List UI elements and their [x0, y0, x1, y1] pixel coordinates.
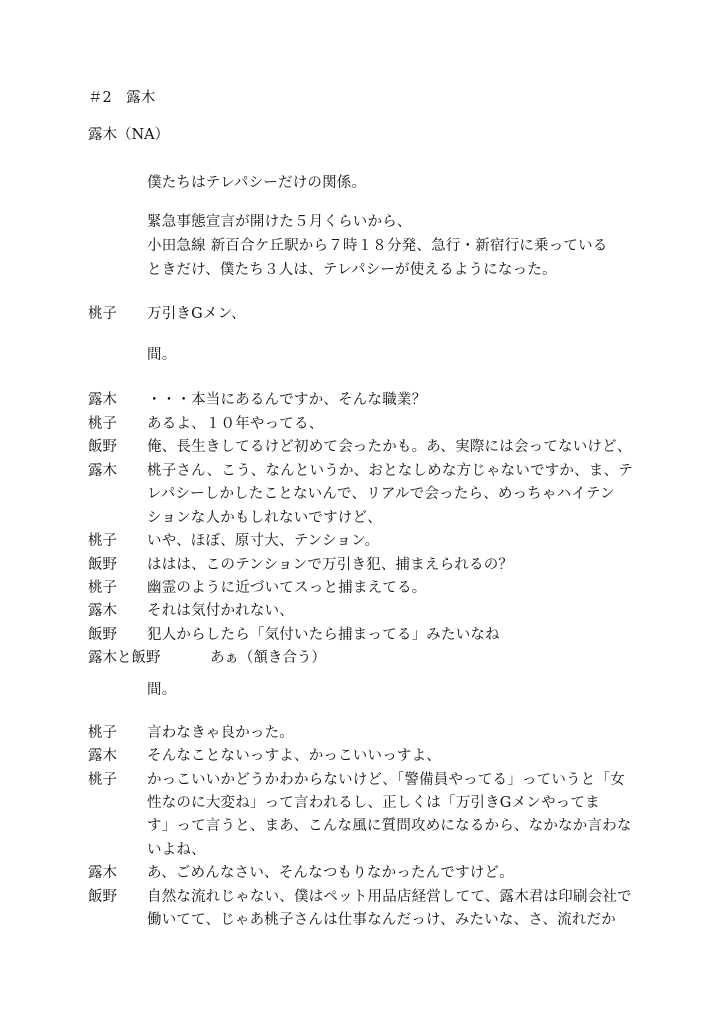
speaker-name: 飯野 — [88, 627, 117, 643]
scene-title: ＃2 露木 — [88, 90, 156, 106]
narration-line: ときだけ、僕たち３人は、テレパシーが使えるようになった。 — [147, 262, 557, 278]
narration-line: 緊急事態宣言が開けた５月くらいから、 — [147, 214, 412, 230]
dialogue-line: それは気付かれない、 — [147, 603, 294, 619]
speaker-name: 露木 — [88, 463, 117, 479]
dialogue-line: 俺、長生きしてるけど初めて会ったかも。あ、実際には会ってないけど、 — [147, 439, 632, 455]
speaker-name: 露木 — [88, 748, 117, 764]
dialogue-line: いや、ほぼ、原寸大、テンション。 — [147, 533, 380, 549]
dialogue-line: 桃子さん、こう、なんというか、おとなしめな方じゃないですか、ま、テ — [147, 463, 633, 479]
dialogue-line: レパシーしかしたことないんで、リアルで会ったら、めっちゃハイテン — [147, 486, 615, 502]
speaker-name: 飯野 — [88, 889, 117, 905]
dialogue-line: 言わなきゃ良かった。 — [147, 725, 294, 741]
stage-direction: 間。 — [147, 682, 177, 698]
speaker-name: 桃子 — [88, 772, 117, 788]
narration-line: 僕たちはテレパシーだけの関係。 — [147, 175, 367, 191]
dialogue-line: そんなことないっすよ、かっこいいっすよ、 — [147, 748, 441, 764]
speaker-name: 桃子 — [88, 533, 117, 549]
dialogue-line: ションな人かもしれないですけど、 — [147, 510, 382, 526]
speaker-name: 露木と飯野 — [88, 650, 161, 666]
dialogue-line: 幽霊のように近づいてスっと捕まえてる。 — [147, 580, 427, 596]
dialogue-line: ・・・本当にあるんですか、そんな職業？ — [147, 392, 427, 408]
dialogue-line: 働いてて、じゃあ桃子さんは仕事なんだっけ、みたいな、さ、流れだか — [147, 912, 616, 928]
speaker-name: 桃子 — [88, 416, 117, 432]
stage-direction: 間。 — [147, 347, 177, 363]
dialogue-line: 性なのに大変ね」って言われるし、正しくは「万引きGメンやってま — [147, 795, 600, 811]
speaker-name: 飯野 — [88, 439, 117, 455]
speaker-name: 桃子 — [88, 306, 117, 322]
speaker-name: 露木 — [88, 865, 117, 881]
dialogue-line: あ、ごめんなさい、そんなつもりなかったんですけど。 — [147, 865, 514, 881]
speaker-name: 露木 — [88, 603, 117, 619]
narration-line: 小田急線 新百合ケ丘駅から７時１８分発、急行・新宿行に乗っている — [147, 238, 608, 254]
dialogue-line: 万引きGメン、 — [147, 306, 246, 322]
narration-label: 露木（NA） — [88, 127, 170, 143]
dialogue-line: す」って言うと、まあ、こんな風に質問攻めになるから、なかなか言わな — [147, 818, 632, 834]
speaker-name: 露木 — [88, 392, 117, 408]
dialogue-line: 自然な流れじゃない、僕はペット用品店経営してて、露木君は印刷会社で — [147, 889, 632, 905]
dialogue-line: あるよ、１０年やってる、 — [147, 416, 324, 432]
speaker-name: 飯野 — [88, 557, 117, 573]
dialogue-line: いよね、 — [147, 842, 206, 858]
dialogue-line: 犯人からしたら「気付いたら捕まってる」みたいなね — [147, 627, 500, 643]
speaker-name: 桃子 — [88, 725, 117, 741]
dialogue-line: ははは、このテンションで万引き犯、捕まえられるの？ — [147, 557, 514, 573]
speaker-name: 桃子 — [88, 580, 117, 596]
dialogue-line: あぁ（頷き合う） — [210, 650, 326, 666]
dialogue-line: かっこいいかどうかわからないけど、「警備員やってる」っていうと「女 — [147, 772, 625, 788]
